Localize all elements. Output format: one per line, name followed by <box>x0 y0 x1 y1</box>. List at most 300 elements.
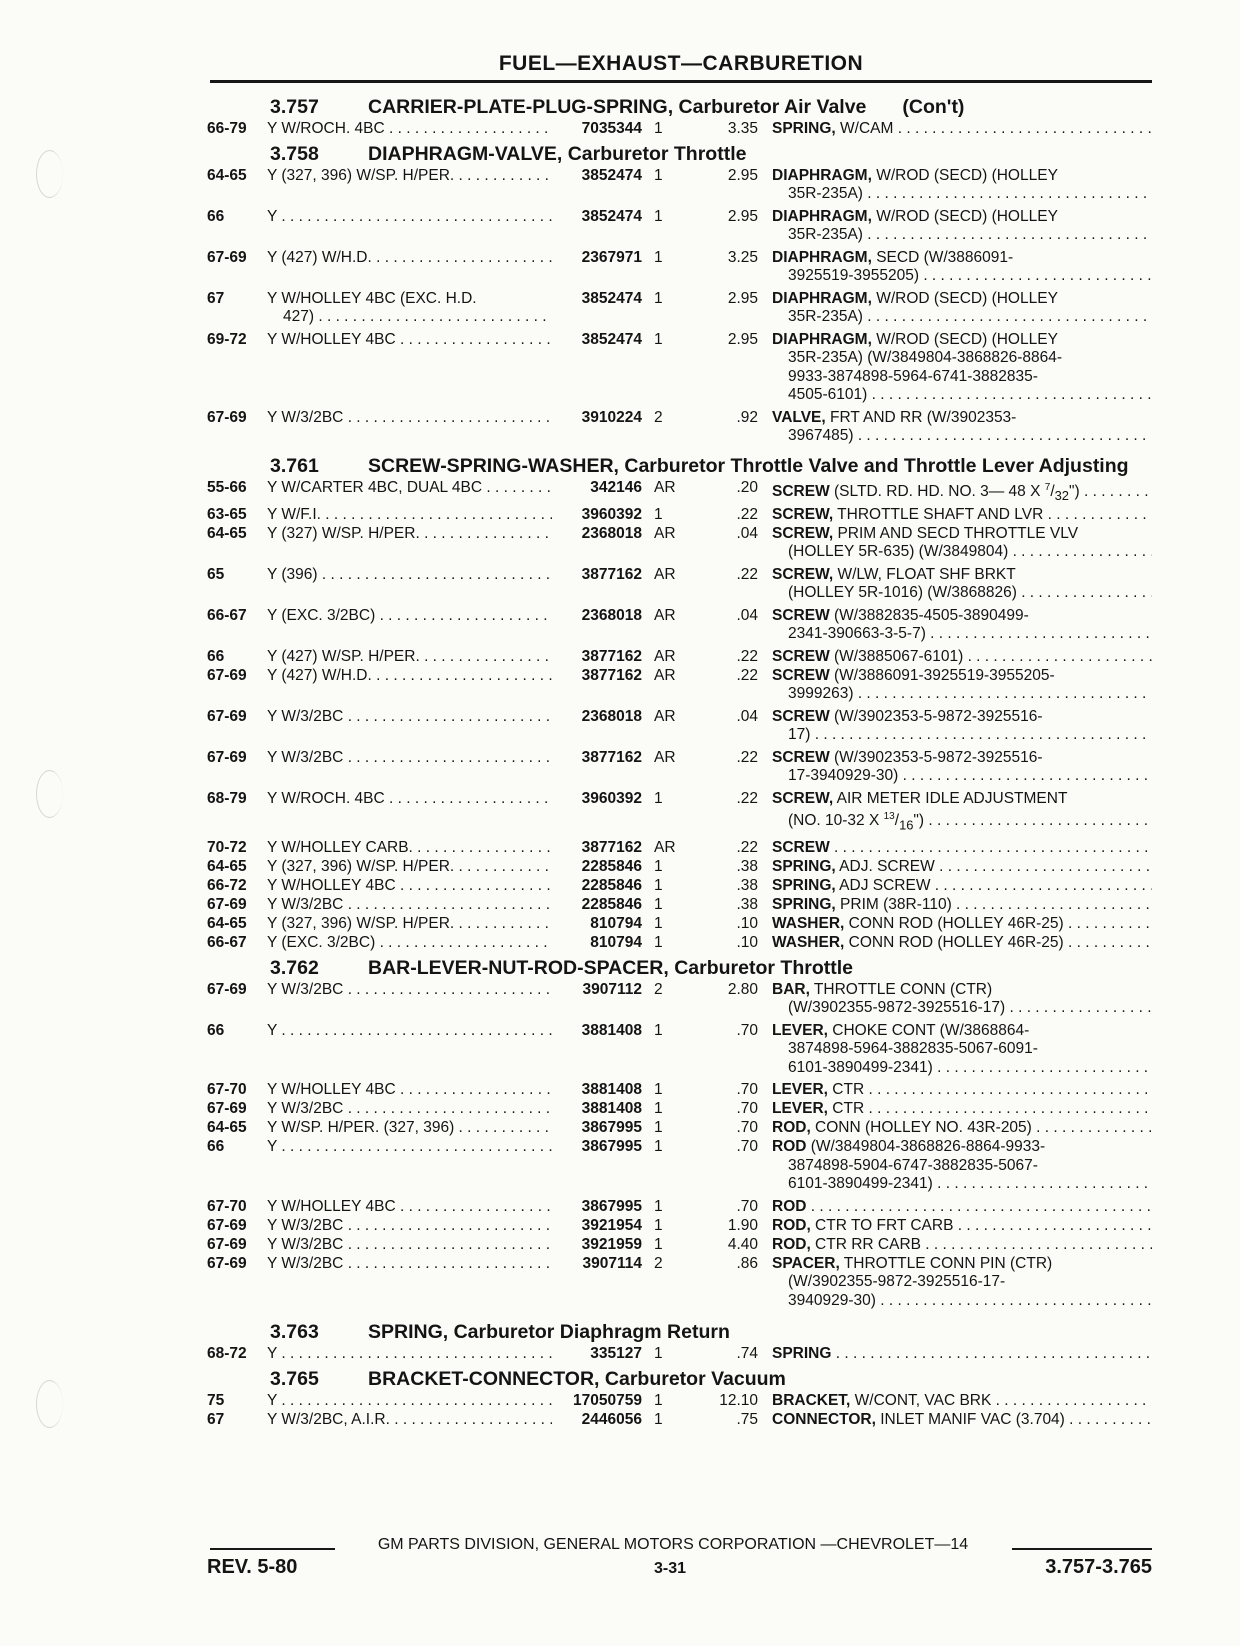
model-years: 67-69 <box>207 248 247 266</box>
quantity: AR <box>654 748 676 766</box>
part-name: SPRING, <box>772 858 836 875</box>
price: 2.95 <box>727 289 758 307</box>
quantity: 1 <box>654 330 663 348</box>
description <box>772 981 1152 1018</box>
application: Y W/HOLLEY 4BC . . . <box>267 1081 552 1100</box>
table-row <box>207 120 1152 139</box>
application: Y W/3/2BC . . . <box>267 981 552 1018</box>
part-name: SPRING, <box>772 120 836 137</box>
quantity: 1 <box>654 120 663 137</box>
description <box>772 1119 1152 1138</box>
quantity: 1 <box>654 1197 663 1215</box>
part-name: ROD, <box>772 1216 811 1234</box>
price: .04 <box>736 524 758 542</box>
table-row <box>207 1217 1152 1236</box>
footer-page-number: 3-31 <box>653 1560 687 1577</box>
model-years: 64-65 <box>207 915 247 932</box>
application: Y W/3/2BC . . . <box>267 1255 552 1311</box>
application: Y W/HOLLEY 4BC . . . <box>267 1198 552 1217</box>
section-number: 3.765 <box>270 1367 319 1390</box>
price: 3.25 <box>727 248 758 266</box>
header-rule <box>210 80 1152 83</box>
model-years: 64-65 <box>207 858 247 875</box>
price: .10 <box>736 915 758 932</box>
part-name: LEVER, <box>772 1100 828 1117</box>
part-number: 7035344 <box>581 120 642 137</box>
description-line <box>772 1022 1152 1041</box>
description-line: 9933-3874898-5964-6741-3882835- <box>788 367 1038 385</box>
description-line: 35R-235A) (W/3849804-3868826-8864- <box>788 349 1063 366</box>
description-line: 3940929-30) . . . <box>772 1292 1152 1311</box>
part-detail: W/ROD (SECD) (HOLLEY <box>871 289 1058 307</box>
part-name: SPACER, <box>772 1254 840 1272</box>
price: .86 <box>736 1254 758 1272</box>
application: Y (327, 396) W/SP. H/PER. . . . <box>267 858 552 877</box>
description-line: 4505-6101) . . . <box>772 386 1152 405</box>
quantity: 1 <box>654 166 663 184</box>
application: Y (427) W/H.D. . . . <box>267 249 552 286</box>
quantity: AR <box>654 524 676 542</box>
description-line <box>772 896 1152 915</box>
part-name: WASHER, <box>772 915 845 932</box>
model-years: 55-66 <box>207 478 247 496</box>
model-years: 64-65 <box>207 524 247 542</box>
table-row <box>207 607 1152 644</box>
description-line: 3999263) . . . <box>772 685 1152 704</box>
description-line: 3925519-3955205) . . . <box>772 267 1152 286</box>
part-number: 3877162 <box>581 839 642 856</box>
part-detail: (W/3849804-3868826-8864-9933- <box>806 1138 1046 1155</box>
part-number: 3921959 <box>581 1235 642 1253</box>
description-line: 6101-3890499-2341) . . . <box>772 1059 1152 1078</box>
quantity: 1 <box>654 858 663 875</box>
price: 1.90 <box>727 1216 758 1234</box>
part-name: LEVER, <box>772 1081 828 1098</box>
description-line: 35R-235A) . . . <box>772 185 1152 204</box>
part-number: 3877162 <box>581 647 642 665</box>
part-detail: W/CONT, VAC BRK <box>850 1391 992 1409</box>
part-number: 3881408 <box>581 1100 642 1117</box>
description-line <box>772 1345 1152 1364</box>
table-row <box>207 290 1152 327</box>
model-years: 66 <box>207 647 225 665</box>
description-line: 2341-390663-3-5-7) . . . <box>772 625 1152 644</box>
model-years: 67-69 <box>207 1254 247 1272</box>
description <box>772 249 1152 286</box>
table-row <box>207 1345 1152 1364</box>
section-heading <box>207 956 1152 980</box>
model-years: 66 <box>207 1021 225 1039</box>
description <box>772 1236 1152 1255</box>
description-line: 3874898-5964-3882835-5067-6091- <box>788 1040 1038 1057</box>
part-number: 3907112 <box>582 980 642 998</box>
description-line <box>772 1198 1152 1217</box>
footer-revision: REV. 5-80 <box>207 1556 298 1578</box>
quantity: AR <box>654 839 676 856</box>
description <box>772 1345 1152 1364</box>
part-number: 3877162 <box>581 748 642 766</box>
application: Y (327, 396) W/SP. H/PER. . . . <box>267 167 552 204</box>
part-name: ROD, <box>772 1119 811 1136</box>
part-name: ROD <box>772 1197 807 1215</box>
part-detail: W/LW, FLOAT SHF BRKT <box>833 565 1016 583</box>
section-number: 3.762 <box>270 956 319 979</box>
price: .70 <box>736 1119 758 1136</box>
description <box>772 566 1152 603</box>
part-name: SPRING, <box>772 877 836 894</box>
application: Y W/ROCH. 4BC . . . <box>267 790 552 835</box>
description <box>772 479 1152 506</box>
model-years: 66-72 <box>207 877 247 894</box>
table-row <box>207 839 1152 858</box>
section-number: 3.758 <box>270 142 319 165</box>
part-name: SCREW, <box>772 565 834 583</box>
application: Y W/F.I. . . . <box>267 506 552 525</box>
description <box>772 1392 1152 1411</box>
model-years: 65 <box>207 565 225 583</box>
description-line <box>772 934 1152 953</box>
part-detail: (W/3882835-4505-3890499- <box>829 606 1029 624</box>
part-name: DIAPHRAGM, <box>772 248 872 266</box>
table-row <box>207 1022 1152 1078</box>
description <box>772 290 1152 327</box>
table-row <box>207 249 1152 286</box>
description <box>772 607 1152 644</box>
description-line: (W/3902355-9872-3925516-17- <box>788 1273 1006 1290</box>
description <box>772 167 1152 204</box>
application: Y (EXC. 3/2BC) . . . <box>267 934 552 953</box>
part-detail: W/ROD (SECD) (HOLLEY <box>871 207 1058 225</box>
description-line: 17-3940929-30) . . . <box>772 767 1152 786</box>
application <box>267 290 552 327</box>
description-line <box>772 877 1152 896</box>
description <box>772 896 1152 915</box>
description-line <box>772 839 1152 858</box>
model-years: 67-69 <box>207 1100 247 1117</box>
table-row <box>207 1138 1152 1194</box>
part-number: 3852474 <box>581 330 642 348</box>
part-number: 3867995 <box>581 1197 642 1215</box>
model-years: 75 <box>207 1391 225 1409</box>
footer-rule-left <box>210 1548 335 1550</box>
section-number: 3.763 <box>270 1321 319 1343</box>
part-detail: ADJ. SCREW <box>835 858 935 875</box>
part-name: BRACKET, <box>772 1391 851 1409</box>
description <box>772 331 1152 405</box>
footer-rule-right <box>1012 1548 1152 1550</box>
application: Y . . . <box>267 1392 552 1411</box>
part-detail: CHOKE CONT (W/3868864- <box>827 1021 1030 1039</box>
description <box>772 1100 1152 1119</box>
description-line: (NO. 10-32 X $^{13}/_{16}$") . . . <box>772 808 1152 835</box>
price: 2.95 <box>727 166 758 184</box>
table-row <box>207 896 1152 915</box>
description-line <box>772 525 1152 544</box>
section-title: CARRIER-PLATE-PLUG-SPRING, Carburetor Air Valve (Con't) <box>368 96 965 118</box>
model-years: 68-79 <box>207 789 247 807</box>
application: Y (327, 396) W/SP. H/PER. . . . <box>267 915 552 934</box>
table-row <box>207 208 1152 245</box>
price: .22 <box>736 839 758 856</box>
description-line <box>772 981 1152 1000</box>
section-title: DIAPHRAGM-VALVE, Carburetor Throttle <box>368 142 747 165</box>
part-name: SPRING <box>772 1345 832 1362</box>
description <box>772 506 1152 525</box>
part-number: 2285846 <box>581 896 642 913</box>
price: .75 <box>736 1410 758 1428</box>
application-line: Y W/HOLLEY 4BC (EXC. H.D. <box>267 289 477 307</box>
part-name: CONNECTOR, <box>772 1410 876 1428</box>
table-row <box>207 708 1152 745</box>
part-name: DIAPHRAGM, <box>772 330 872 348</box>
description <box>772 1217 1152 1236</box>
price: .70 <box>736 1197 758 1215</box>
page-title: FUEL—EXHAUST—CARBURETION <box>498 52 864 75</box>
model-years: 68-72 <box>207 1345 247 1362</box>
price: .74 <box>736 1345 758 1362</box>
description-line <box>772 249 1152 268</box>
description-line <box>772 858 1152 877</box>
part-name: SCREW <box>772 666 830 684</box>
description-line <box>772 409 1152 428</box>
price: .70 <box>736 1081 758 1098</box>
application: Y (EXC. 3/2BC) . . . <box>267 607 552 644</box>
description-line <box>772 506 1152 525</box>
part-name: SCREW, <box>772 505 834 523</box>
part-name: DIAPHRAGM, <box>772 207 872 225</box>
description <box>772 877 1152 896</box>
description-line <box>772 167 1152 186</box>
price: .38 <box>736 877 758 894</box>
description-line: 6101-3890499-2341) . . . <box>772 1175 1152 1194</box>
model-years: 66 <box>207 207 225 225</box>
part-detail: CONN ROD (HOLLEY 46R-25) <box>844 915 1064 932</box>
part-name: DIAPHRAGM, <box>772 166 872 184</box>
model-years: 63-65 <box>207 505 247 523</box>
description-line: (HOLLEY 5R-635) (W/3849804) . . . <box>772 543 1152 562</box>
price: 4.40 <box>727 1235 758 1253</box>
application-line: 427) . . . <box>267 308 552 327</box>
table-row <box>207 1392 1152 1411</box>
quantity: 1 <box>654 1138 663 1155</box>
section-heading <box>207 95 1152 119</box>
table-row <box>207 331 1152 405</box>
table-row <box>207 1081 1152 1100</box>
part-detail: (W/3902353-5-9872-3925516- <box>829 748 1043 766</box>
part-number: 17050759 <box>573 1391 642 1409</box>
model-years: 67-69 <box>207 707 247 725</box>
table-row <box>207 915 1152 934</box>
description-line <box>772 1255 1152 1274</box>
model-years: 67 <box>207 289 225 307</box>
section-title: BRACKET-CONNECTOR, Carburetor Vacuum <box>368 1367 786 1390</box>
part-number: 3910224 <box>581 408 642 426</box>
description-line <box>772 1119 1152 1138</box>
model-years: 64-65 <box>207 1119 247 1136</box>
model-years: 67-70 <box>207 1197 247 1215</box>
application: Y (427) W/H.D. . . . <box>267 667 552 704</box>
price: 3.35 <box>727 120 758 137</box>
description <box>772 915 1152 934</box>
model-years: 66-67 <box>207 606 247 624</box>
description-line <box>772 1100 1152 1119</box>
price: .20 <box>736 478 758 496</box>
application: Y W/3/2BC . . . <box>267 409 552 446</box>
table-row <box>207 749 1152 786</box>
part-number: 2446056 <box>581 1410 642 1428</box>
model-years: 67-69 <box>207 408 247 426</box>
application: Y W/HOLLEY 4BC . . . <box>267 877 552 896</box>
quantity: 1 <box>654 896 663 913</box>
description <box>772 208 1152 245</box>
part-name: SPRING, <box>772 896 836 913</box>
quantity: 2 <box>654 408 663 426</box>
quantity: 1 <box>654 915 663 932</box>
application: Y W/3/2BC . . . <box>267 749 552 786</box>
part-name: SCREW <box>772 482 830 500</box>
table-row <box>207 667 1152 704</box>
model-years: 66 <box>207 1138 225 1155</box>
part-detail: PRIM AND SECD THROTTLE VLV <box>833 524 1079 542</box>
description-line: (W/3902355-9872-3925516-17) . . . <box>772 999 1152 1018</box>
model-years: 66-79 <box>207 120 247 137</box>
model-years: 67 <box>207 1410 225 1428</box>
description <box>772 790 1152 835</box>
table-row <box>207 877 1152 896</box>
model-years: 64-65 <box>207 166 247 184</box>
description <box>772 934 1152 953</box>
description-line <box>772 708 1152 727</box>
part-number: 335127 <box>590 1345 642 1362</box>
footer-corporation: GM PARTS DIVISION, GENERAL MOTORS CORPORATION —CHEVROLET—14 <box>377 1536 969 1553</box>
model-years: 67-69 <box>207 896 247 913</box>
table-row <box>207 648 1152 667</box>
description <box>772 749 1152 786</box>
part-number: 3921954 <box>581 1216 642 1234</box>
model-years: 67-70 <box>207 1081 247 1098</box>
part-detail: FRT AND RR (W/3902353- <box>825 408 1017 426</box>
application: Y W/3/2BC . . . <box>267 1100 552 1119</box>
part-detail: INLET MANIF VAC (3.704) <box>875 1410 1065 1428</box>
price: 2.80 <box>727 980 758 998</box>
price: .92 <box>736 408 758 426</box>
price: .04 <box>736 606 758 624</box>
price: .22 <box>736 565 758 583</box>
model-years: 67-69 <box>207 980 247 998</box>
section-title: SCREW-SPRING-WASHER, Carburetor Throttle Valve and Throttle Lever Adjusting <box>368 454 1129 477</box>
part-number: 3852474 <box>581 207 642 225</box>
description-line <box>772 1411 1152 1430</box>
table-row <box>207 1236 1152 1255</box>
price: .70 <box>736 1138 758 1155</box>
part-detail: (W/3902353-5-9872-3925516- <box>829 707 1043 725</box>
application: Y W/3/2BC, A.I.R. . . . <box>267 1411 552 1430</box>
part-name: WASHER, <box>772 934 845 951</box>
quantity: AR <box>654 565 676 583</box>
part-detail: (SLTD. RD. HD. NO. 3— 48 X $^7/_{32}$") <box>829 481 1080 503</box>
description-line <box>772 120 1152 139</box>
part-number: 3877162 <box>581 565 642 583</box>
description-line <box>772 607 1152 626</box>
part-name: SCREW <box>772 606 830 624</box>
part-detail: CTR RR CARB <box>810 1235 921 1253</box>
part-detail: THROTTLE CONN PIN (CTR) <box>839 1254 1053 1272</box>
part-number: 3960392 <box>581 789 642 807</box>
description-line <box>772 1138 1152 1157</box>
binder-hole-mark <box>36 770 63 818</box>
part-number: 3877162 <box>581 666 642 684</box>
part-detail: (W/3886091-3925519-3955205- <box>829 666 1055 684</box>
quantity: 1 <box>654 248 663 266</box>
price: .22 <box>736 789 758 807</box>
description-line <box>772 479 1152 506</box>
quantity: AR <box>654 606 676 624</box>
footer-section-range: 3.757-3.765 <box>1045 1556 1152 1578</box>
section-heading <box>207 454 1152 478</box>
application: Y (427) W/SP. H/PER. . . . <box>267 648 552 667</box>
part-detail: AIR METER IDLE ADJUSTMENT <box>833 789 1068 807</box>
part-name: SCREW <box>772 707 830 725</box>
table-row <box>207 1255 1152 1311</box>
table-row <box>207 790 1152 835</box>
price: .10 <box>736 934 758 951</box>
description <box>772 120 1152 139</box>
quantity: AR <box>654 647 676 665</box>
description <box>772 1411 1152 1430</box>
description <box>772 648 1152 667</box>
part-number: 3852474 <box>581 166 642 184</box>
price: .22 <box>736 666 758 684</box>
description <box>772 1255 1152 1311</box>
description-line <box>772 648 1152 667</box>
section-heading <box>207 1367 1152 1391</box>
quantity: 1 <box>654 289 663 307</box>
description-line <box>772 1217 1152 1236</box>
table-row <box>207 1119 1152 1138</box>
table-row <box>207 525 1152 562</box>
quantity: 1 <box>654 1081 663 1098</box>
part-number: 3867995 <box>581 1119 642 1136</box>
description <box>772 839 1152 858</box>
quantity: 1 <box>654 1021 663 1039</box>
application: Y W/HOLLEY CARB. . . . <box>267 839 552 858</box>
description-line <box>772 790 1152 809</box>
application: Y . . . <box>267 1345 552 1364</box>
price: .70 <box>736 1100 758 1117</box>
description-line <box>772 290 1152 309</box>
description <box>772 525 1152 562</box>
description-line <box>772 566 1152 585</box>
description-line <box>772 667 1152 686</box>
quantity: 1 <box>654 877 663 894</box>
part-number: 2367971 <box>581 248 642 266</box>
table-row <box>207 858 1152 877</box>
part-detail: (W/3885067-6101) <box>829 647 964 665</box>
part-number: 3881408 <box>581 1021 642 1039</box>
part-detail: THROTTLE CONN (CTR) <box>809 980 993 998</box>
table-row <box>207 981 1152 1018</box>
price: .38 <box>736 858 758 875</box>
part-number: 2285846 <box>581 858 642 875</box>
quantity: 1 <box>654 1391 663 1409</box>
part-name: DIAPHRAGM, <box>772 289 872 307</box>
part-detail: ADJ SCREW <box>835 877 931 894</box>
part-detail: THROTTLE SHAFT AND LVR <box>833 505 1044 523</box>
part-detail: SECD (W/3886091- <box>871 248 1014 266</box>
part-detail: W/ROD (SECD) (HOLLEY <box>871 330 1058 348</box>
part-name: LEVER, <box>772 1021 828 1039</box>
quantity: 1 <box>654 1100 663 1117</box>
